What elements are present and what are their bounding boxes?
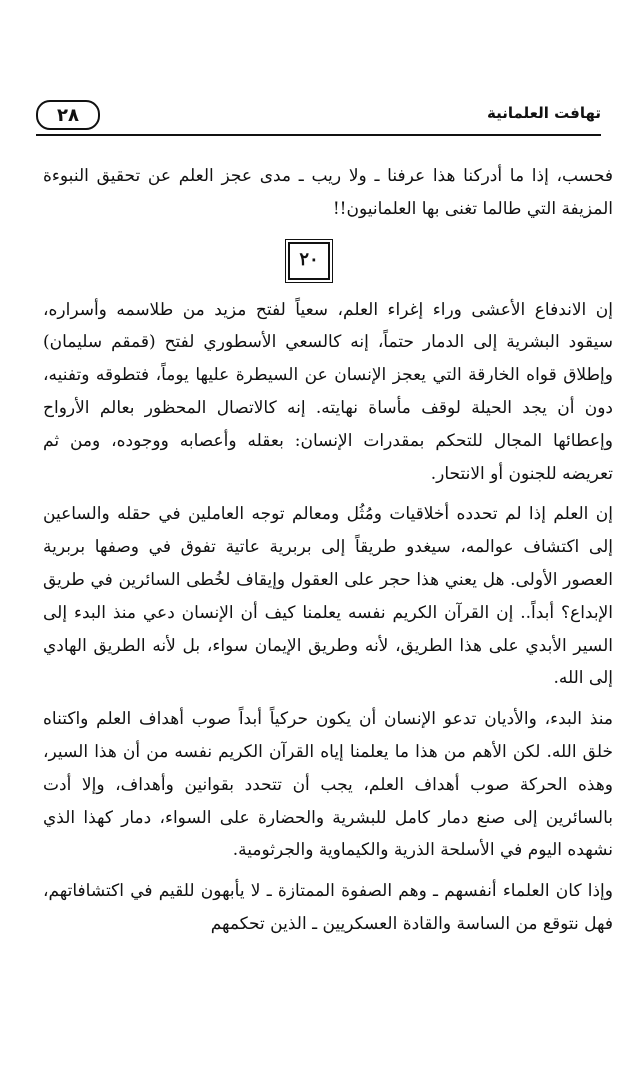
running-title: تهافت العلمانية	[487, 104, 601, 122]
paragraph: وإذا كان العلماء أنفسهم ـ وهم الصفوة الممتازة ـ لا يأبهون للقيم في اكتشافاتهم، فهل نتوقع من الساسة والقادة العسكريين ـ الذين تحكمهم	[43, 881, 613, 934]
header-rule	[36, 134, 601, 136]
section-number: ٢٠	[299, 249, 319, 271]
page-header	[36, 98, 601, 136]
body-text	[43, 160, 613, 941]
paragraph: إن العلم إذا لم تحدده أخلاقيات ومُثُل ومعالم توجه العاملين في حقله والساعين إلى اكتشاف عوالمه، سيغدو طريقاً إلى بربرية عاتية تفوق في وصفها بربرية العصور الأولى. هل يعني هذا حجر على العقول وإيقاف لخُطى السائرين في طريق الإبداع؟ أبداً.. إن القرآن الكريم نفسه يعلمنا كيف أن الإنسان دعي منذ البدء إلى السير الأبدي على هذا الطريق، لأنه وطريق الإيمان سواء، بل لأنه الطريق الهادي إلى الله.	[43, 504, 613, 689]
paragraph: منذ البدء، والأديان تدعو الإنسان أن يكون حركياً أبداً صوب أهداف العلم واكتناه خلق الله. لكن الأهم من هذا ما يعلمنا إياه القرآن الكريم نفسه من أن هذا السير، وهذه الحركة صوب أهداف العلم، يجب أن تتحدد بقوانين وأهداف، وإلا أدت بالسائرين إلى صنع دمار كامل للبشرية والحضارة على السواء، دمار كهذا الذي نشهده اليوم في الأسلحة الذرية والكيماوية والجرثومية.	[43, 709, 613, 861]
paragraph: فحسب، إذا ما أدركنا هذا عرفنا ـ ولا ريب ـ مدى عجز العلم عن تحقيق النبوءة المزيفة التي طالما تغنى بها العلمانيون!!	[43, 166, 613, 219]
paragraph: إن الاندفاع الأعشى وراء إغراء العلم، سعياً لفتح مزيد من طلاسمه وأسراره، سيقود البشرية إلى الدمار حتماً، إنه كالسعي الأسطوري لفتح (قمقم سليمان) وإطلاق قواه الخارقة التي يعجز الإنسان عن السيطرة عليها يوماً، فتطوقه وتفنيه، دون أن يجد الحيلة لوقف مأساة نهايته. إنه كالاتصال المحظور بعالم الأرواح وإعطائها المجال للتحكم بمقدرات الإنسان: بعقله وأعصابه ووجوده، ومن ثم تعريضه للجنون أو الانتحار.	[43, 299, 613, 484]
page-number: ٢٨	[57, 104, 79, 126]
section-marker	[43, 226, 613, 294]
page-number-badge	[36, 100, 100, 130]
section-number-box	[288, 242, 330, 280]
